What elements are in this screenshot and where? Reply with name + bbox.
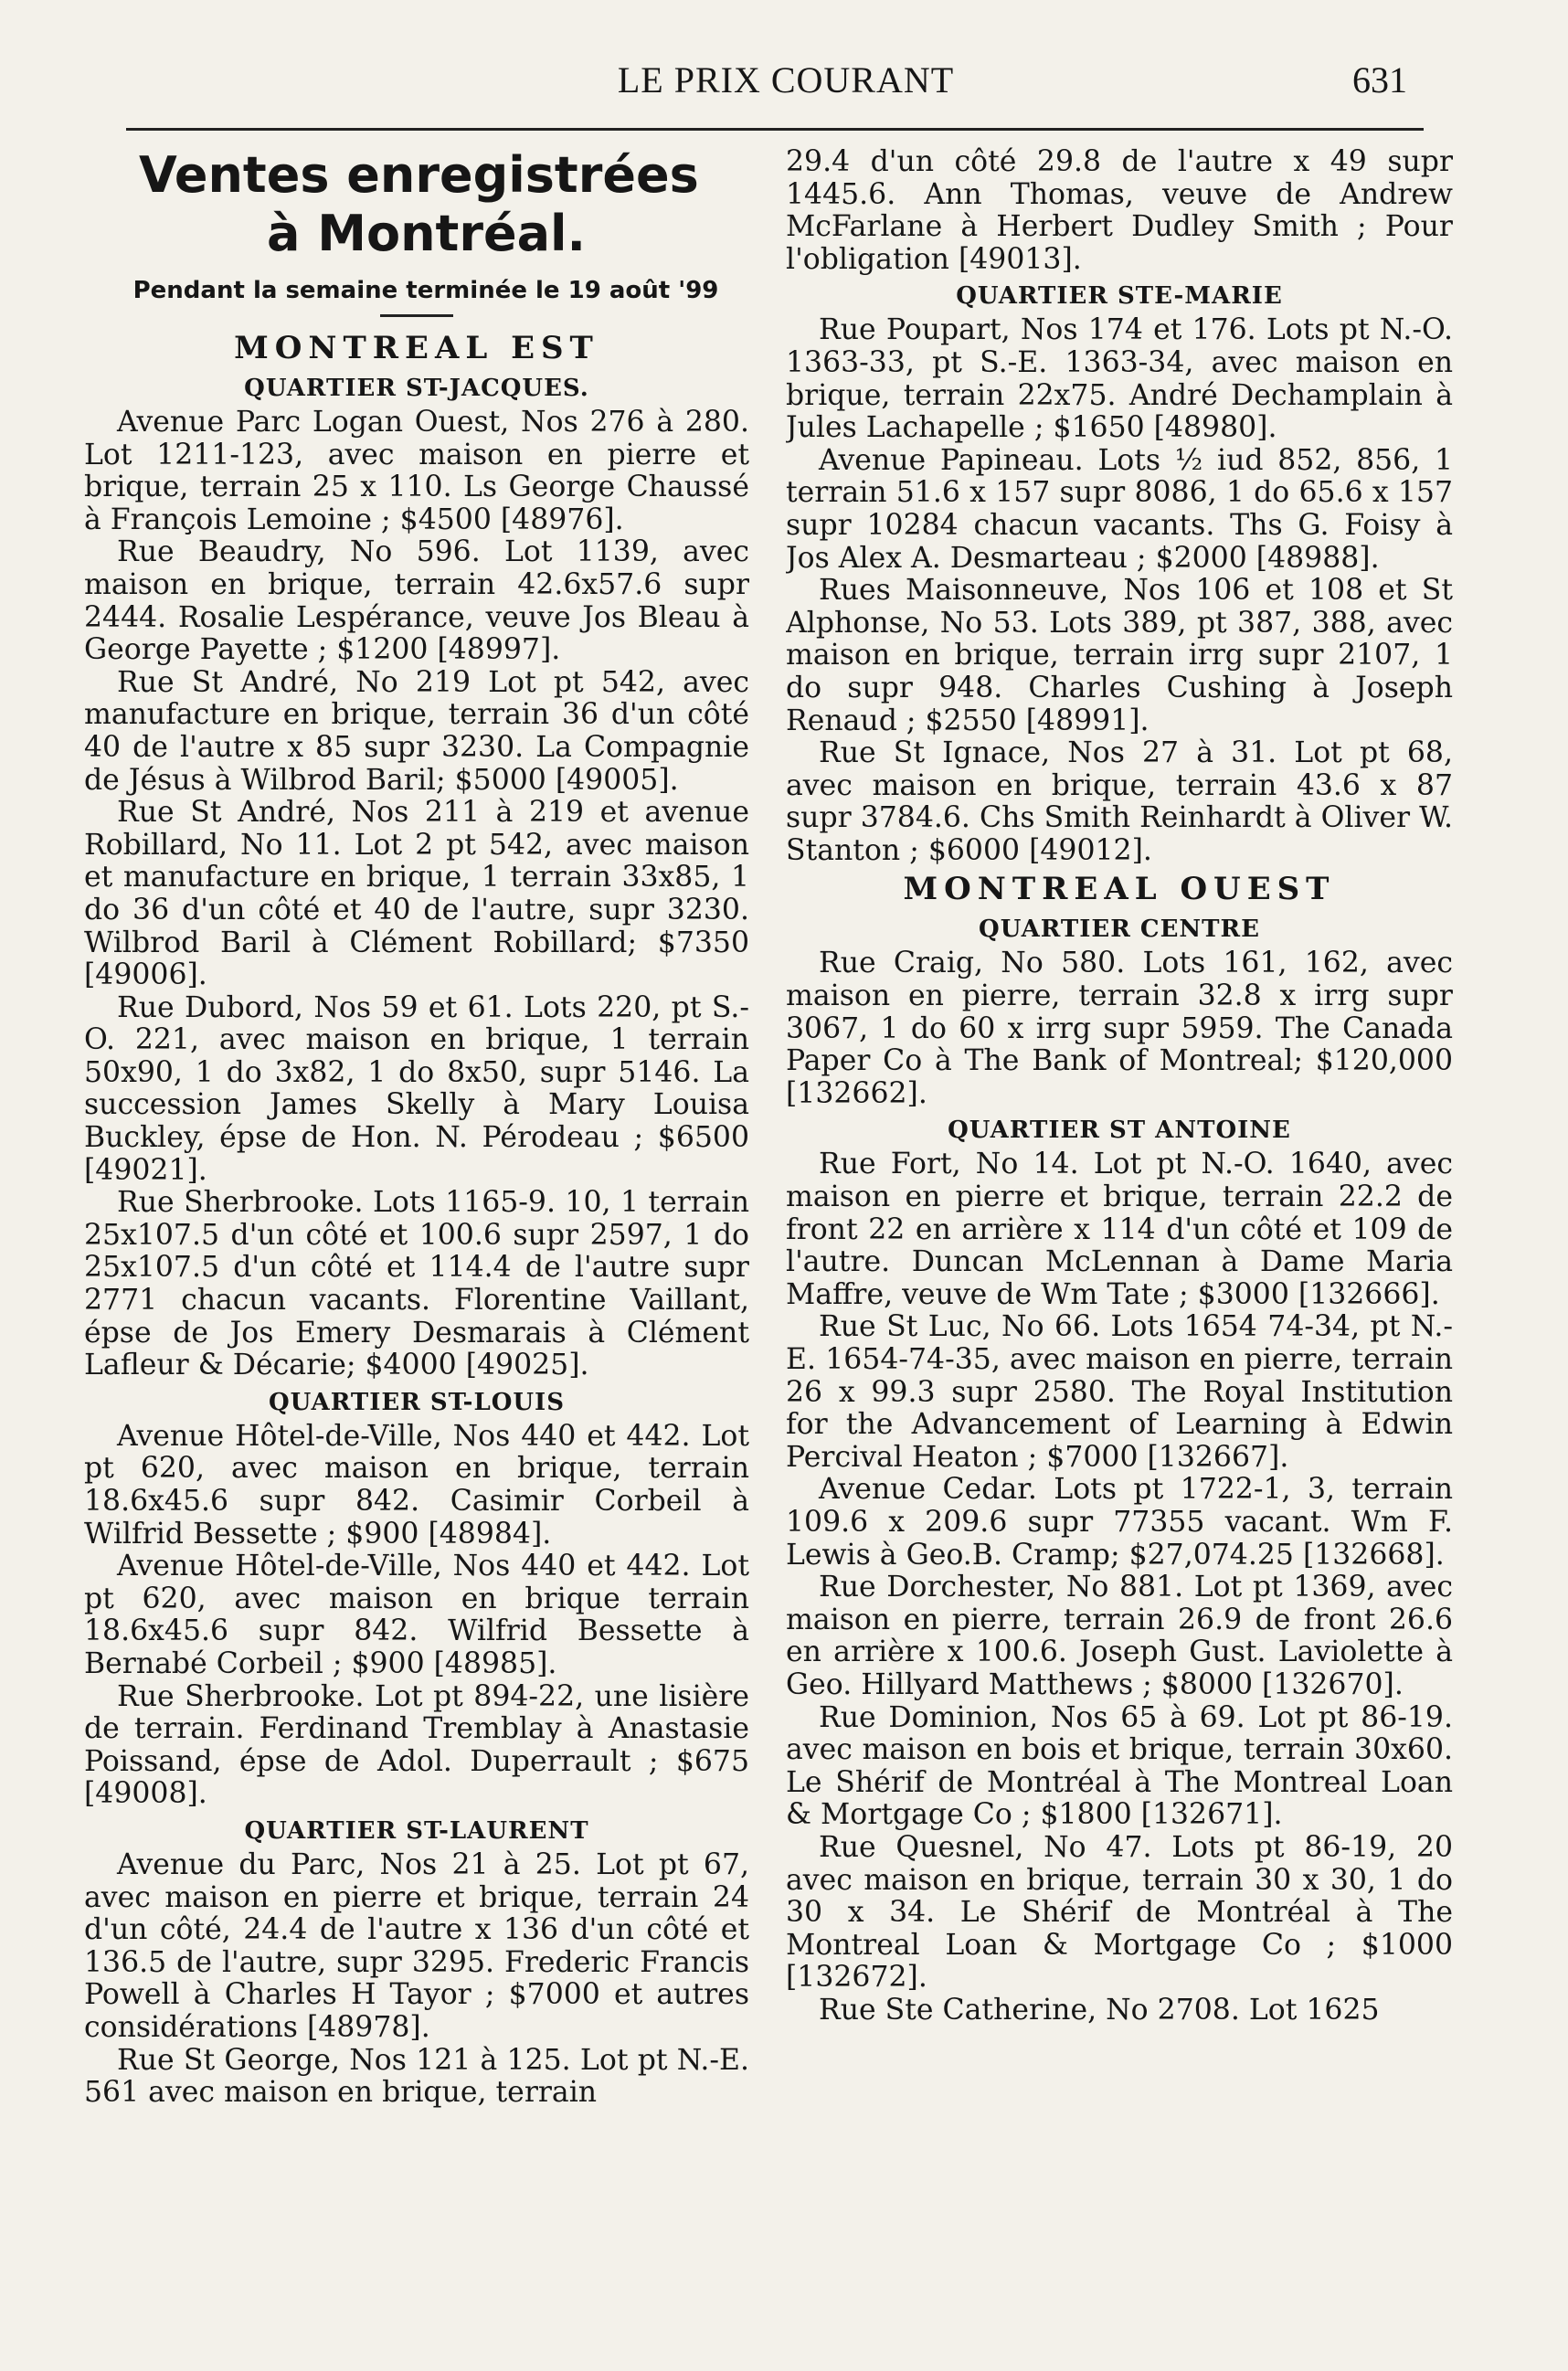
sale-entry: Rue Sherbrooke. Lots 1165-9. 10, 1 terrain 25x107.5 d'un côté et 100.6 supr 2597, 1 do 25x107.5 d'un côté et 114.4 de l'autre supr 2771 chacun vacants. Florentine Vaillant, épse de Jos Emery Desmarais à Clément Lafleur & Décarie; $4000 [49025]. [84, 1186, 749, 1382]
right-column [786, 146, 1453, 2348]
sale-entry: Rue St Luc, No 66. Lots 1654 74-34, pt N.-E. 1654-74-35, avec maison en pierre, terrain 26 x 99.3 supr 2580. The Royal Institution for the Advancement of Learning à Edwin Percival Heaton ; $7000 [132667]. [786, 1310, 1453, 1474]
article-title-line-2: à Montréal. [267, 205, 587, 262]
header-rule [126, 128, 1424, 131]
title-divider [380, 314, 453, 317]
article-title-line-1: Ventes enregistrées [139, 146, 699, 204]
sale-entry: Rue Craig, No 580. Lots 161, 162, avec maison en pierre, terrain 32.8 x irrg supr 3067, 1 do 60 x irrg supr 5959. The Canada Paper Co à The Bank of Montreal; $120,000 [132662]. [786, 947, 1453, 1110]
sale-entry: Rue St André, Nos 211 à 219 et avenue Robillard, No 11. Lot 2 pt 542, avec maison et manufacture en brique, 1 terrain 33x85, 1 do 36 d'un côté et 40 de l'autre, supr 3230. Wilbrod Baril à Clément Robillard; $7350 [49006]. [84, 796, 749, 992]
section-heading-montreal-ouest: MONTREAL OUEST [903, 871, 1336, 908]
article-subtitle: Pendant la semaine terminée le 19 août '99 [132, 277, 719, 304]
sale-entry-continued: 29.4 d'un côté 29.8 de l'autre x 49 supr 1445.6. Ann Thomas, veuve de Andrew McFarlane à Herbert Dudley Smith ; Pour l'obligation [49013]. [786, 146, 1453, 276]
section-heading-montreal-est: MONTREAL EST [234, 330, 599, 366]
page-header [137, 53, 1435, 108]
left-column [84, 146, 749, 2348]
sale-entry: Rues Maisonneuve, Nos 106 et 108 et St Alphonse, No 53. Lots 389, pt 387, 388, avec maison en brique, terrain irrg supr 2107, 1 do supr 948. Charles Cushing à Joseph Renaud ; $2550 [48991]. [786, 574, 1453, 737]
quarter-heading-st-jacques: QUARTIER ST-JACQUES. [244, 375, 589, 402]
sale-entry: Rue St André, No 219 Lot pt 542, avec manufacture en brique, terrain 36 d'un côté 40 de l'autre x 85 supr 3230. La Compagnie de Jésus à Wilbrod Baril; $5000 [49005]. [84, 665, 749, 797]
sale-entry: Rue Quesnel, No 47. Lots pt 86-19, 20 avec maison en brique, terrain 30 x 30, 1 do 30 x 34. Le Shérif de Montréal à The Montreal Loan & Mortgage Co ; $1000 [132672]. [786, 1830, 1453, 1995]
quarter-heading-st-laurent: QUARTIER ST-LAURENT [244, 1816, 589, 1845]
sale-entry: Avenue Hôtel-de-Ville, Nos 440 et 442. Lot pt 620, avec maison en brique, terrain 18.6x45.6 supr 842. Casimir Corbeil à Wilfrid Bessette ; $900 [48984]. [84, 1419, 749, 1551]
sale-entry: Rue Beaudry, No 596. Lot 1139, avec maison en brique, terrain 42.6x57.6 supr 2444. Rosalie Lespérance, veuve Jos Bleau à George Payette ; $1200 [48997]. [84, 535, 749, 667]
sale-entry: Avenue du Parc, Nos 21 à 25. Lot pt 67, avec maison en pierre et brique, terrain 24 d'un côté, 24.4 de l'autre x 136 d'un côté et 136.5 de l'autre, supr 3295. Frederic Francis Powell à Charles H Tayor ; $7000 et autres considérations [48978]. [84, 1847, 749, 2044]
sale-entry: Rue Fort, No 14. Lot pt N.-O. 1640, avec maison en pierre et brique, terrain 22.2 de front 22 en arrière x 114 d'un côté et 109 de l'autre. Duncan McLennan à Dame Maria Maffre, veuve de Wm Tate ; $3000 [132666]. [786, 1148, 1453, 1311]
page-number: 631 [1352, 59, 1407, 101]
sale-entry: Rue Poupart, Nos 174 et 176. Lots pt N.-O. 1363-33, pt S.-E. 1363-34, avec maison en brique, terrain 22x75. André Dechamplain à Jules Lachapelle ; $1650 [48980]. [786, 313, 1453, 445]
sale-entry: Rue Ste Catherine, No 2708. Lot 1625 [819, 1993, 1380, 2027]
sale-entry: Rue St Ignace, Nos 27 à 31. Lot pt 68, avec maison en brique, terrain 43.6 x 87 supr 3784.6. Chs Smith Reinhardt à Oliver W. Stanton ; $6000 [49012]. [786, 736, 1453, 867]
sale-entry: Avenue Parc Logan Ouest, Nos 276 à 280. Lot 1211-123, avec maison en pierre et brique, terrain 25 x 110. Ls George Chaussé à François Lemoine ; $4500 [48976]. [84, 406, 749, 536]
quarter-heading-st-antoine: QUARTIER ST ANTOINE [948, 1117, 1291, 1145]
sale-entry: Rue Sherbrooke. Lot pt 894-22, une lisière de terrain. Ferdinand Tremblay à Anastasie Poissand, épse de Adol. Duperrault ; $675 [49008]. [84, 1679, 749, 1811]
sale-entry: Avenue Hôtel-de-Ville, Nos 440 et 442. Lot pt 620, avec maison en brique terrain 18.6x45.6 supr 842. Wilfrid Bessette à Bernabé Corbeil ; $900 [48985]. [84, 1550, 749, 1680]
sale-entry: Rue St George, Nos 121 à 125. Lot pt N.-E. 561 avec maison en brique, terrain [84, 2043, 749, 2110]
running-title: LE PRIX COURANT [617, 59, 955, 101]
quarter-heading-centre: QUARTIER CENTRE [979, 916, 1260, 944]
sale-entry: Rue Dubord, Nos 59 et 61. Lots 220, pt S.-O. 221, avec maison en brique, 1 terrain 50x90, 1 do 3x82, 1 do 8x50, supr 5146. La succession James Skelly à Mary Louisa Buckley, épse de Hon. N. Pérodeau ; $6500 [49021]. [84, 990, 749, 1187]
quarter-heading-st-louis: QUARTIER ST-LOUIS [269, 1388, 565, 1416]
sale-entry: Rue Dorchester, No 881. Lot pt 1369, avec maison en pierre, terrain 26.9 de front 26.6 en arrière x 100.6. Joseph Gust. Laviolette à Geo. Hillyard Matthews ; $8000 [132670]. [786, 1571, 1453, 1701]
sale-entry: Avenue Papineau. Lots ½ iud 852, 856, 1 terrain 51.6 x 157 supr 8086, 1 do 65.6 x 157 supr 10284 chacun vacants. Ths G. Foisy à Jos Alex A. Desmarteau ; $2000 [48988]. [786, 443, 1453, 575]
sale-entry: Rue Dominion, Nos 65 à 69. Lot pt 86-19. avec maison en bois et brique, terrain 30x60. Le Shérif de Montréal à The Montreal Loan & Mortgage Co ; $1800 [132671]. [786, 1700, 1453, 1832]
quarter-heading-ste-marie: QUARTIER STE-MARIE [956, 282, 1283, 311]
sale-entry: Avenue Cedar. Lots pt 1722-1, 3, terrain 109.6 x 209.6 supr 77355 vacant. Wm F. Lewis à Geo.B. Cramp; $27,074.25 [132668]. [786, 1473, 1453, 1572]
